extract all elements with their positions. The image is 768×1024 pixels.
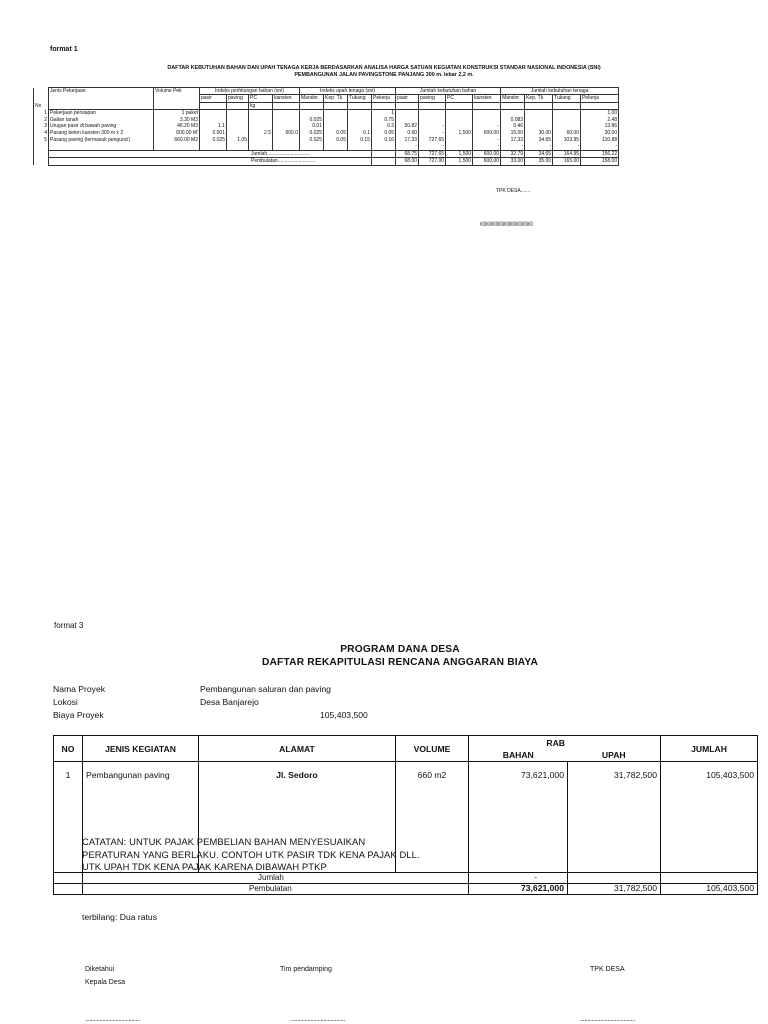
table-cell [348, 143, 372, 150]
table-cell [200, 110, 227, 117]
table-cell: 3.30 M3 [154, 117, 200, 124]
subheader-cell: kansten [273, 95, 300, 102]
table-cell: Urugan pasir di bawah paving [49, 123, 154, 130]
table-cell: 5 [34, 137, 49, 144]
jumlah-cell: 32.79 [501, 150, 525, 157]
format3-subtitle: DAFTAR REKAPITULASI RENCANA ANGGARAN BIAYA [261, 657, 539, 668]
header-volume: Volume Pek [154, 88, 200, 110]
pembulatan-bahan: 73,621,000 [469, 884, 568, 895]
empty-cell [34, 150, 49, 165]
jumlah-cell: 34.65 [525, 150, 553, 157]
table-row [34, 123, 619, 130]
table-cell [227, 123, 249, 130]
table-cell: 60.00 [553, 130, 581, 137]
subheader-cell: Kep. Tk. [324, 95, 348, 102]
table-cell [249, 123, 273, 130]
table-cell [553, 117, 581, 124]
table-cell: 0.025 [300, 130, 324, 137]
table-cell: 0.15 [348, 137, 372, 144]
table-row [34, 110, 619, 117]
header-bahan: BAHAN [469, 750, 568, 762]
table-cell [501, 110, 525, 117]
table-cell [200, 117, 227, 124]
tpk-desa-label: TPK DESA....... [496, 188, 531, 194]
signature-dots-kepala: ...................................... [85, 1016, 140, 1023]
table-cell: 0.3 [372, 123, 396, 130]
table-cell: - [553, 143, 581, 150]
signature-dots-tpk: ...................................... [580, 1016, 635, 1023]
table-cell [446, 110, 473, 117]
table-cell: 0.083 [501, 117, 525, 124]
row-bahan: 73,621,000 [469, 762, 568, 873]
terbilang-text: terbilang: Dua ratus [82, 912, 157, 922]
table-cell: 0.16 [372, 137, 396, 144]
table-cell [249, 137, 273, 144]
pembulatan-jumlah: 105,403,500 [661, 884, 758, 895]
table-cell [396, 110, 419, 117]
table-body [34, 110, 619, 151]
header-volume: VOLUME [396, 736, 469, 762]
subheader-cell: kg [249, 102, 273, 109]
table-cell: 0.1 [348, 130, 372, 137]
table-cell: 103.95 [553, 137, 581, 144]
table-cell: 0.05 [324, 137, 348, 144]
tim-pendamping-label: Tim pendamping [280, 966, 332, 973]
subheader-cell: PC [446, 95, 473, 102]
table-cell [227, 143, 249, 150]
table-cell: - [473, 143, 501, 150]
table-cell [249, 110, 273, 117]
format3-title: PROGRAM DANA DESA [340, 644, 460, 655]
empty-cell [324, 102, 348, 109]
table-cell: 46.20 M3 [154, 123, 200, 130]
pembulatan-cell: 600.00 [473, 158, 501, 165]
rab-pembulatan-row [54, 884, 758, 895]
table-cell: 0.01 [300, 123, 324, 130]
table-cell [348, 117, 372, 124]
row-no: 1 [54, 762, 83, 873]
table-cell [249, 117, 273, 124]
table-cell: - [419, 123, 446, 130]
empty-cell [372, 150, 396, 157]
subheader-cell: Kep. Tk [525, 95, 553, 102]
subheader-cell: kansten [473, 95, 501, 102]
table-cell: 13.86 [581, 123, 619, 130]
format1-title: DAFTAR KEBUTUHAN BAHAN DAN UPAH TENAGA KERJA BERDASARKAN ANALISA HARGA SATUAN KEGIATAN KONSTRUKSI STANDAR NASIONAL INDONESIA (SNI) [167, 65, 601, 71]
empty-cell [54, 884, 83, 895]
header-indeks-bahan: Indeks perhitungan bahan (sni) [200, 88, 300, 95]
row-alamat: Jl. Sedoro [199, 762, 396, 873]
table-cell: 0.46 [501, 123, 525, 130]
table-cell: - [419, 130, 446, 137]
diketahui-label: Diketahui [85, 966, 115, 973]
jumlah-label: Jumlah............................... [49, 150, 372, 157]
pembulatan-cell: 1,500 [446, 158, 473, 165]
table-cell: 4 [34, 130, 49, 137]
table-cell [553, 110, 581, 117]
subheader-cell: Mandor [501, 95, 525, 102]
nama-proyek-label: Nama Proyek [53, 684, 106, 694]
empty-cell [372, 102, 396, 109]
subheader-cell: Pekerja [372, 95, 396, 102]
pembulatan-cell: 165.00 [553, 158, 581, 165]
table-cell: - [525, 143, 553, 150]
header-no: NO [54, 736, 83, 762]
subheader-cell: Tukang [553, 95, 581, 102]
table-cell: 1,500 [446, 130, 473, 137]
table-cell: 110.88 [581, 137, 619, 144]
table-cell [525, 117, 553, 124]
table-cell: 600.00 [473, 130, 501, 137]
jumlah-cell: 727.65 [419, 150, 446, 157]
table-cell [446, 117, 473, 124]
table-cell [348, 123, 372, 130]
subheader-cell: pasir [396, 95, 419, 102]
table-cell: - [396, 143, 419, 150]
tax-note-line: PERATURAN YANG BERLAKU. CONTOH UTK PASIR TDK KENA PAJAK DLL. [82, 848, 420, 860]
tax-note-line: UTK UPAH TDK KENA PAJAK KARENA DIBAWAH PTKP [82, 861, 327, 872]
empty-cell [200, 102, 227, 109]
subheader-cell: pasir [200, 95, 227, 102]
jumlah-cell: 164.95 [553, 150, 581, 157]
jumlah-cell: 1,500 [446, 150, 473, 157]
rab-jumlah-row [54, 873, 758, 884]
empty-cell [446, 102, 473, 109]
empty-cell [273, 102, 300, 109]
table-cell [273, 123, 300, 130]
table-cell [419, 117, 446, 124]
empty-cell [525, 102, 553, 109]
table-cell [273, 110, 300, 117]
table-cell: 15.00 [501, 130, 525, 137]
table-cell: - [419, 143, 446, 150]
table-cell [324, 110, 348, 117]
header-rab: RAB [469, 736, 661, 750]
table-cell [324, 117, 348, 124]
table-cell: 2 [34, 117, 49, 124]
table-cell: 1 [34, 110, 49, 117]
subheader-cell: PC [249, 95, 273, 102]
empty-cell [54, 873, 83, 884]
table-cell: 0.001 [200, 130, 227, 137]
table-cell: 1.00 [581, 110, 619, 117]
table-cell [348, 110, 372, 117]
format3-label: format 3 [54, 621, 84, 630]
jumlah-cell: 68.75 [396, 150, 419, 157]
pembulatan-cell: 158.00 [581, 158, 619, 165]
table-cell [273, 137, 300, 144]
jumlah-row [34, 150, 619, 157]
table-cell: 727.65 [419, 137, 446, 144]
table-cell: 17.33 [501, 137, 525, 144]
empty-cell [473, 102, 501, 109]
signature-line: ((((((((((((((((((((((((((((((((((((((((((() [480, 221, 533, 226]
header-upah: UPAH [568, 750, 661, 762]
biaya-proyek-value: 105,403,500 [320, 710, 368, 720]
table-cell: 0.05 [372, 130, 396, 137]
jumlah-label: Jumlah [83, 873, 469, 884]
table-cell: 0.025 [300, 117, 324, 124]
table-cell [300, 143, 324, 150]
pembulatan-row [34, 158, 619, 165]
table-cell: 660.00 M2 [154, 137, 200, 144]
table-cell [446, 137, 473, 144]
table-cell [446, 143, 473, 150]
table-cell [473, 117, 501, 124]
header-jumlah-bahan: Jumlah kebutuhan bahan [396, 88, 501, 95]
kepala-desa-label: Kepala Desa [85, 979, 126, 986]
pembulatan-label: Pembulatan [83, 884, 469, 895]
table-row [34, 137, 619, 144]
table-cell: 1.05 [227, 137, 249, 144]
table-cell: 600.0 [273, 130, 300, 137]
table-cell: - [501, 143, 525, 150]
table-row [34, 130, 619, 137]
empty-cell [553, 102, 581, 109]
rab-header-row [54, 736, 758, 750]
empty-cell [372, 158, 396, 165]
table-cell [396, 117, 419, 124]
table-cell: 600.00 M' [154, 130, 200, 137]
table-cell: 1 paket [154, 110, 200, 117]
table-cell: 0.025 [300, 137, 324, 144]
tax-note-line: CATATAN: UNTUK PAJAK PEMBELIAN BAHAN MENYESUAIKAN [82, 836, 366, 847]
table-row [34, 143, 619, 150]
format1-label: format 1 [50, 46, 78, 53]
table-cell: 50.82 [396, 123, 419, 130]
table-cell [200, 143, 227, 150]
header-jumlah: JUMLAH [661, 736, 758, 762]
table-cell: 2.5 [249, 130, 273, 137]
table-row [34, 117, 619, 124]
lokasi-label: Lokosi [53, 697, 78, 707]
table-cell: 30.00 [525, 130, 553, 137]
table-cell [154, 143, 200, 150]
table-cell: - [473, 137, 501, 144]
table-cell [473, 110, 501, 117]
material-labor-table [33, 87, 619, 166]
pembulatan-cell: 35.00 [525, 158, 553, 165]
table-cell: - [581, 143, 619, 150]
subheader-cell: paving [227, 95, 249, 102]
header-indeks-upah: Indeks upah tenaga (sni) [300, 88, 396, 95]
row-volume: 660 m2 [396, 762, 469, 873]
row-jumlah: 105,403,500 [661, 762, 758, 873]
table-cell [553, 123, 581, 130]
table-cell: 3 [34, 123, 49, 130]
table-cell [227, 130, 249, 137]
table-cell [273, 143, 300, 150]
empty-cell [581, 102, 619, 109]
table-cell: 2.48 [581, 117, 619, 124]
empty-cell [348, 102, 372, 109]
empty-cell [419, 102, 446, 109]
table-cell [525, 123, 553, 130]
table-cell: 34.65 [525, 137, 553, 144]
table-cell [227, 110, 249, 117]
biaya-proyek-label: Biaya Proyek [53, 710, 104, 720]
header-alamat: ALAMAT [199, 736, 396, 762]
pembulatan-upah: 31,782,500 [568, 884, 661, 895]
table-cell: 30.00 [581, 130, 619, 137]
table-cell [227, 117, 249, 124]
tpk-desa-label: TPK DESA [590, 966, 625, 973]
empty-cell [300, 102, 324, 109]
header-jumlah-tenaga: Jumlah kebutuhan tenaga [501, 88, 619, 95]
table-cell [324, 123, 348, 130]
table-cell [249, 143, 273, 150]
pembulatan-cell: 68.00 [396, 158, 419, 165]
table-cell: Pasang paving (termasuk pengunci) [49, 137, 154, 144]
subheader-cell: Tukang [348, 95, 372, 102]
header-no: No [34, 88, 49, 110]
nama-proyek-value: Pembangunan saluran dan paving [200, 684, 331, 694]
table-cell: 0.60 [396, 130, 419, 137]
pembulatan-label: Pembulatan........................... [49, 158, 372, 165]
pembulatan-cell: 33.00 [501, 158, 525, 165]
empty-cell [501, 102, 525, 109]
table-cell [446, 123, 473, 130]
empty-cell [568, 873, 661, 884]
table-cell [525, 110, 553, 117]
jumlah-bahan: - [469, 873, 568, 884]
table-cell: 0.75 [372, 117, 396, 124]
empty-cell [661, 873, 758, 884]
table-cell: Galian tanah [49, 117, 154, 124]
empty-cell [227, 102, 249, 109]
row-upah: 31,782,500 [568, 762, 661, 873]
empty-cell [396, 102, 419, 109]
table-cell [419, 110, 446, 117]
jumlah-cell: 600.00 [473, 150, 501, 157]
table-cell [34, 143, 49, 150]
table-cell: 1 [372, 110, 396, 117]
pembulatan-cell: 727.00 [419, 158, 446, 165]
subheader-cell: Mandor [300, 95, 324, 102]
table-cell [49, 143, 154, 150]
table-cell: 17.33 [396, 137, 419, 144]
table-cell [324, 143, 348, 150]
table-cell [300, 110, 324, 117]
signature-dots-tim: ...................................... [290, 1016, 345, 1023]
table-cell: 1.1 [200, 123, 227, 130]
table-cell: 0.025 [200, 137, 227, 144]
table-cell [372, 143, 396, 150]
table-cell [273, 117, 300, 124]
table-cell: Pekerjaan persiapan [49, 110, 154, 117]
lokasi-value: Desa Banjarejo [200, 697, 259, 707]
format1-subtitle: PEMBANGUNAN JALAN PAVINGSTONE PANJANG 300 m. lebar 2,2 m. [294, 72, 474, 78]
row-jenis-kegiatan: Pembangunan paving [83, 762, 199, 873]
subheader-cell: Pekerja [581, 95, 619, 102]
table-header-row [34, 88, 619, 95]
table-cell: 0.05 [324, 130, 348, 137]
table-cell: Pasang beton kansten 300 m x 2 [49, 130, 154, 137]
tax-note [82, 836, 420, 874]
subheader-cell: paving [419, 95, 446, 102]
jumlah-cell: 156.22 [581, 150, 619, 157]
table-cell: - [473, 123, 501, 130]
header-jenis-kegiatan: JENIS KEGIATAN [83, 736, 199, 762]
header-jenis: Jenis Pekerjaan [49, 88, 154, 110]
